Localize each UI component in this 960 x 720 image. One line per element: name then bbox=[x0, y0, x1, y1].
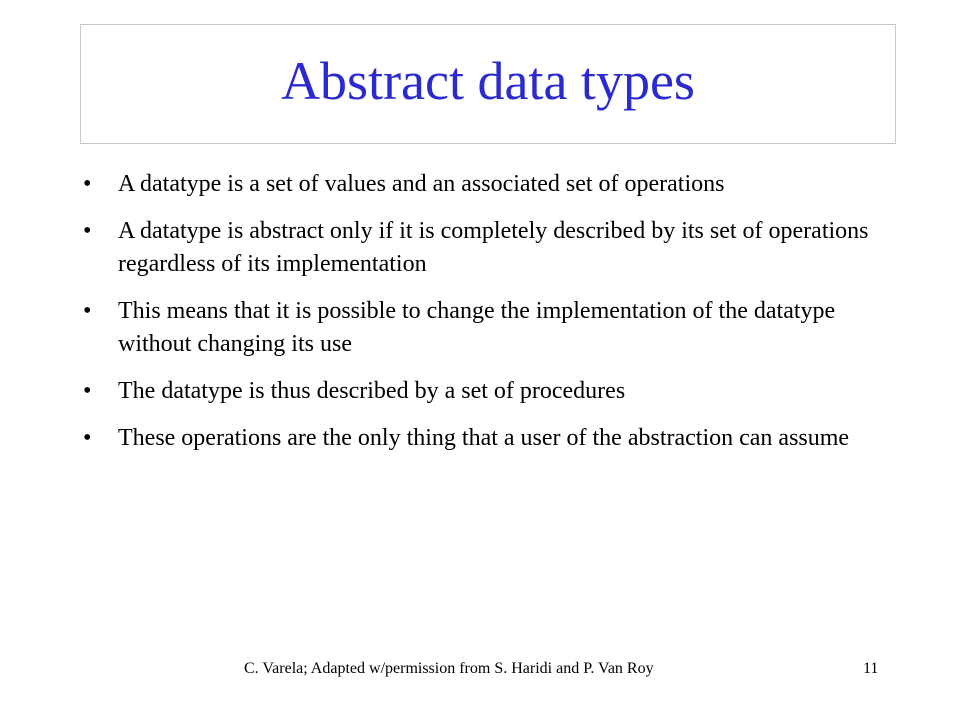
bullet-icon: • bbox=[83, 378, 92, 404]
bullet-text: These operations are the only thing that a user of the abstraction can assume bbox=[118, 425, 850, 451]
bullet-item bbox=[80, 215, 880, 281]
bullet-icon: • bbox=[83, 298, 92, 324]
bullet-icon: • bbox=[83, 171, 92, 197]
slide-title: Abstract data types bbox=[281, 51, 695, 111]
bullet-item bbox=[80, 375, 880, 408]
title-box bbox=[80, 24, 896, 144]
bullet-list bbox=[80, 168, 880, 469]
bullet-text: The datatype is thus described by a set of procedures bbox=[118, 378, 626, 404]
bullet-text: This means that it is possible to change the implementation of the datatype without changing its use bbox=[118, 298, 836, 357]
bullet-icon: • bbox=[83, 425, 92, 451]
bullet-text: A datatype is abstract only if it is completely described by its set of operations regardless of its implementation bbox=[118, 218, 869, 277]
bullet-icon: • bbox=[83, 218, 92, 244]
bullet-item bbox=[80, 168, 880, 201]
page-number: 11 bbox=[863, 660, 879, 677]
bullet-text: A datatype is a set of values and an associated set of operations bbox=[118, 171, 725, 197]
bullet-item bbox=[80, 422, 880, 455]
slide-footer: C. Varela; Adapted w/permission from S. Haridi and P. Van Roy bbox=[244, 660, 654, 677]
bullet-item bbox=[80, 295, 880, 361]
